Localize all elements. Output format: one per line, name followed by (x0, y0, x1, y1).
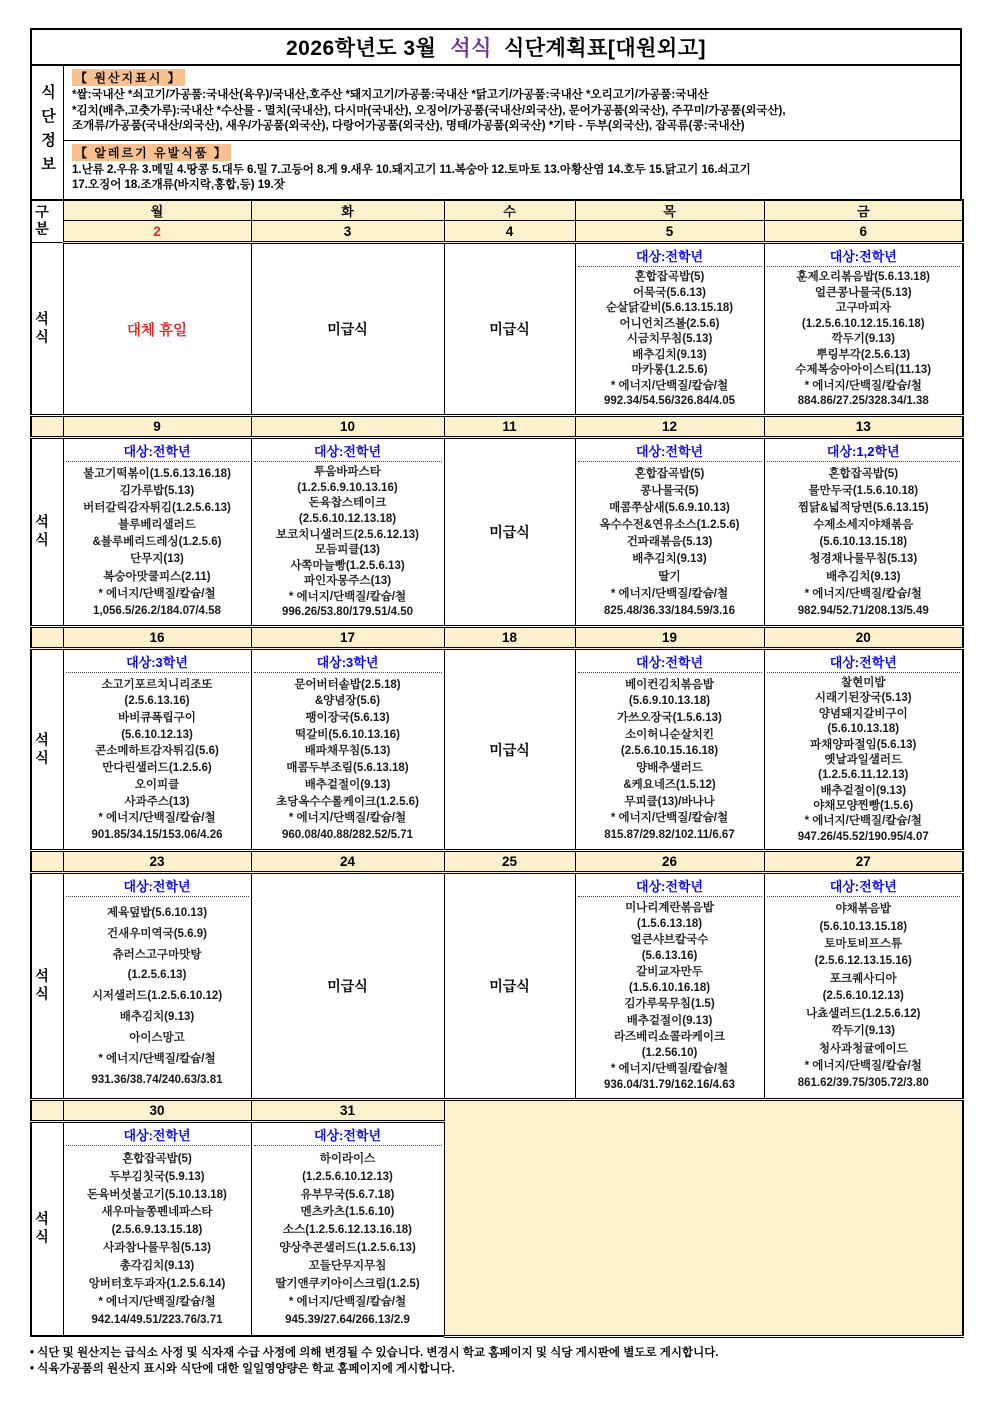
date-cell: 24 (251, 851, 444, 873)
date-row-spacer (31, 1100, 63, 1122)
menu-line: (1.2.5.6.9.10.13.16) (297, 481, 398, 494)
menu-line: 찰현미밥 (841, 677, 886, 690)
menu-line: * 에너지/단백질/칼슘/철 (804, 587, 922, 600)
menu-line: 보코치니샐러드(2.5.6.12.13) (276, 528, 419, 541)
menu-line: * 에너지/단백질/칼슘/철 (288, 812, 407, 825)
menu-line: 901.85/34.15/153.06/4.26 (91, 829, 223, 842)
menu-line: 947.26/45.52/190.95/4.07 (797, 830, 929, 843)
date-cell: 23 (63, 851, 251, 873)
menu-line: 야채볶음밥 (835, 903, 892, 916)
menu-line: 불고기떡볶이(1.5.6.13.16.18) (83, 467, 231, 480)
origin-line: 조개류/가공품(국내산/외국산), 새우/가공품(외국산), 다랑어가공품(외국산), 명태/가공품(외국산) *기타 - 두부(외국산), 잡곡류(콩:국내산) (72, 120, 745, 132)
holiday-cell (63, 243, 251, 416)
menu-line: (2.5.6.12.13.15.16) (814, 955, 912, 968)
menu-lines (576, 267, 764, 414)
menu-line: (5.6.10.13.15.18) (819, 536, 908, 549)
menu-cell (575, 243, 764, 416)
date-cell: 27 (764, 851, 963, 873)
menu-line: 얼큰샤브칼국수 (630, 934, 709, 947)
target-grade-label: 대상:1,2학년 (767, 439, 961, 462)
menu-line: 옥수수전&연유소스(1.2.5.6) (599, 519, 740, 532)
menu-cell-content (252, 1123, 444, 1335)
title-meal-type: 석식 (450, 37, 492, 60)
menu-lines (64, 462, 251, 625)
menu-cell-content (765, 650, 963, 849)
menu-line: 꼬들단무지무침 (308, 1260, 387, 1273)
menu-cell-content (252, 439, 444, 625)
target-grade-label: 대상:전학년 (578, 650, 762, 673)
day-header: 화 (251, 200, 444, 221)
menu-line: &케요네즈(1.5.12) (623, 778, 716, 791)
date-cell: 25 (444, 851, 575, 873)
date-cell: 20 (764, 627, 963, 649)
menu-line: 시저샐러드(1.2.5.6.10.12) (91, 990, 223, 1003)
menu-cell (63, 649, 251, 851)
menu-line: 모듬피클(13) (315, 544, 380, 557)
menu-line: (2.5.6.9.13.15.18) (111, 1224, 203, 1237)
meal-type-label-text: 석식 (34, 514, 50, 550)
target-grade-label: 대상:전학년 (578, 244, 762, 267)
menu-line: 배추겉절이(9.13) (626, 1014, 713, 1027)
menu-cell-content (765, 874, 963, 1098)
menu-line: 하이라이스 (319, 1152, 376, 1165)
menu-line: (5.6.9.10.13.18) (628, 695, 711, 708)
menu-line: 유부무국(5.6.7.18) (300, 1188, 395, 1201)
menu-cell (251, 649, 444, 851)
menu-line: 혼합잡곡밥(5) (122, 1152, 192, 1165)
menu-line: 건파래볶음(5.13) (626, 536, 713, 549)
menu-line: 소고기포르치니리조또 (101, 678, 213, 691)
menu-line: 콩나물국(5) (640, 485, 699, 497)
day-header: 목 (575, 200, 764, 221)
target-grade-label: 대상:전학년 (66, 439, 249, 462)
menu-line: * 에너지/단백질/칼슘/철 (610, 587, 729, 600)
calendar-section (30, 199, 962, 1338)
menu-cell-content (64, 874, 251, 1098)
date-cell: 4 (444, 221, 575, 243)
menu-line: 옛날과일샐러드 (824, 753, 903, 766)
menu-line: 배추김치(9.13) (826, 570, 901, 583)
date-cell: 2 (63, 221, 251, 243)
no-meal-cell (444, 873, 575, 1100)
allergy-line: 1.난류 2.우유 3.메밀 4.땅콩 5.대두 6.밀 7.고등어 8.게 9.새우 10.돼지고기 11.복숭아 12.토마토 13.아황산염 14.호두 15.닭고기 16.쇠고기 (72, 163, 751, 176)
menu-line: * 에너지/단백질/칼슘/철 (98, 1053, 216, 1066)
menu-line: 팽이장국(5.6.13) (305, 711, 390, 724)
menu-line: 945.39/27.64/266.13/2.9 (285, 1314, 410, 1326)
date-row-spacer (31, 627, 63, 649)
menu-cell (764, 873, 963, 1100)
menu-line: &양념장(5.6) (314, 695, 381, 708)
target-grade-label: 대상:전학년 (767, 244, 961, 267)
menu-line: 파채양파절임(5.6.13) (810, 738, 917, 751)
menu-info-section (30, 64, 962, 201)
menu-line: (1.5.6.13.18) (636, 917, 703, 930)
menu-line: 멘츠카츠(1.5.6.10) (300, 1206, 395, 1219)
menu-line: (1.2.5.6.13) (127, 969, 187, 982)
meal-type-label (31, 438, 63, 627)
menu-line: 복숭아맛쿨피스(2.11) (103, 570, 211, 583)
menu-cell-content (64, 439, 251, 625)
menu-line: (1.2.56.10) (641, 1046, 698, 1059)
day-header: 금 (764, 200, 963, 221)
date-cell: 3 (251, 221, 444, 243)
menu-cell (575, 649, 764, 851)
menu-line: * 에너지/단백질/칼슘/철 (804, 1060, 922, 1072)
page-title (30, 28, 962, 66)
menu-line: * 에너지/단백질/칼슘/철 (804, 379, 922, 392)
no-meal-text: 미급식 (327, 321, 368, 337)
menu-line: 배추김치(9.13) (119, 1011, 195, 1024)
menu-lines (765, 897, 963, 1098)
date-cell: 30 (63, 1100, 251, 1122)
menu-line: 베이컨김치볶음밥 (625, 678, 714, 691)
date-cell: 12 (575, 416, 764, 438)
menu-lines (576, 897, 764, 1098)
meal-type-label (31, 1122, 63, 1337)
menu-line: 김가루묵무침(1.5) (624, 998, 715, 1011)
menu-line: (1.5.6.10.16.18) (628, 982, 711, 995)
no-meal-text: 미급식 (327, 978, 368, 994)
menu-line: 콘소메하트감자튀김(5.6) (95, 745, 219, 758)
menu-cell (764, 438, 963, 627)
menu-line: 수제복숭아아이스티(11.13) (795, 364, 932, 377)
menu-cell-content (765, 439, 963, 625)
menu-cell (575, 873, 764, 1100)
menu-line: 815.87/29.82/102.11/6.67 (604, 829, 735, 842)
menu-line: 돈육버섯불고기(5.10.13.18) (87, 1188, 227, 1201)
target-grade-label: 대상:3학년 (254, 650, 442, 673)
menu-line: 떡갈비(5.6.10.13.16) (295, 728, 400, 741)
menu-cell (764, 243, 963, 416)
target-grade-label: 대상:전학년 (767, 650, 961, 673)
menu-line: 딸기앤쿠키아이스크림(1.2.5) (275, 1278, 420, 1291)
menu-line: 어니언치즈볼(2.5.6) (619, 317, 720, 330)
target-grade-label: 대상:전학년 (66, 1123, 249, 1146)
menu-cell (251, 438, 444, 627)
date-cell: 17 (251, 627, 444, 649)
menu-line: * 에너지/단백질/칼슘/철 (610, 379, 729, 392)
holiday-text: 대체 휴일 (126, 322, 188, 339)
meal-type-label (31, 243, 63, 416)
origin-header: 【 원산지표시 】 (72, 69, 185, 86)
menu-line: 사과참나물무침(5.13) (103, 1242, 211, 1255)
no-meal-cell (444, 438, 575, 627)
menu-line: 초당옥수수롤케이크(1.2.5.6) (276, 795, 419, 808)
corner-label (31, 200, 63, 243)
menu-line: 제육덮밥(5.6.10.13) (106, 906, 208, 919)
menu-line: 사쪽마늘빵(1.2.5.6.13) (290, 559, 405, 572)
date-cell: 5 (575, 221, 764, 243)
menu-line: 순살닭갈비(5.6.13.15.18) (605, 302, 734, 315)
menu-line: * 에너지/단백질/칼슘/철 (98, 812, 216, 825)
menu-line: * 에너지/단백질/칼슘/철 (610, 1062, 729, 1075)
menu-line: (1.2.5.6.10.12.15.16.18) (801, 317, 925, 330)
menu-line: 라즈베리쇼콜라케이크 (613, 1030, 726, 1043)
menu-cell-content (576, 244, 764, 414)
menu-line: 두부김칫국(5.9.13) (109, 1170, 205, 1183)
allergy-line: 17.오징어 18.조개류(바지락,홍합,등) 19.잣 (72, 179, 285, 191)
menu-line: 얼큰콩나물국(5.13) (814, 286, 912, 299)
menu-line: 가쓰오장국(1.5.6.13) (617, 711, 722, 724)
menu-line: 포크퀘사디아 (829, 972, 897, 985)
date-cell: 19 (575, 627, 764, 649)
menu-line: 936.04/31.79/162.16/4.63 (603, 1078, 736, 1091)
menu-line: * 에너지/단백질/칼슘/철 (610, 812, 729, 825)
menu-line: * 에너지/단백질/칼슘/철 (804, 815, 922, 828)
menu-line: 아이스망고 (129, 1032, 185, 1045)
menu-line: 야채모양찐빵(1.5.6) (813, 799, 914, 812)
origin-line: *쌀:국내산 *쇠고기/가공품:국내산(육우)/국내산,호주산 *돼지고기/가공품:국내산 *닭고기/가공품:국내산 *오리고기/가공품:국내산 (72, 89, 709, 101)
menu-line: 배추김치(9.13) (632, 553, 707, 566)
date-row-spacer (31, 416, 63, 438)
menu-line: 깍두기(9.13) (831, 1025, 895, 1038)
menu-line: (5.6.10.12.13) (121, 728, 193, 741)
menu-line: 혼합잡곡밥(5) (634, 271, 705, 284)
menu-line: (2.5.6.10.12.13) (822, 990, 904, 1003)
target-grade-label: 대상:전학년 (254, 439, 442, 462)
menu-line: 단무지(13) (130, 553, 184, 566)
menu-line: 돈육찹스테이크 (308, 497, 387, 510)
menu-line: 새우마늘쫑펜네파스타 (101, 1206, 213, 1219)
menu-line: * 에너지/단백질/칼슘/철 (98, 1296, 216, 1309)
menu-lines (64, 897, 251, 1098)
menu-cell-content (765, 244, 963, 414)
menu-lines (64, 1146, 251, 1335)
menu-cell-content (576, 439, 764, 625)
day-header: 수 (444, 200, 575, 221)
day-header: 월 (63, 200, 251, 221)
menu-line: 혼합잡곡밥(5) (828, 467, 899, 480)
allergy-header: 【 알레르기 유발식품 】 (72, 144, 231, 161)
footnote-line: • 식단 및 원산지는 급식소 사정 및 식자재 수급 사정에 의해 변경될 수 있습니다. 변경시 학교 홈페이지 및 식당 게시판에 별도로 게시합니다. (30, 1346, 719, 1359)
menu-line: 861.62/39.75/305.72/3.80 (797, 1077, 929, 1090)
date-cell: 11 (444, 416, 575, 438)
menu-line: * 에너지/단백질/칼슘/철 (288, 1296, 407, 1309)
menu-line: 996.26/53.80/179.51/4.50 (281, 606, 414, 619)
menu-lines (765, 673, 963, 849)
date-cell: 18 (444, 627, 575, 649)
menu-cell (575, 438, 764, 627)
menu-line: 건새우미역국(5.6.9) (107, 927, 207, 940)
menu-line: 992.34/54.56/326.84/4.05 (603, 395, 736, 408)
meal-type-label-text: 석식 (34, 310, 50, 347)
menu-line: 942.14/49.51/223.76/3.71 (91, 1314, 223, 1326)
menu-line: 총각김치(9.13) (119, 1260, 195, 1273)
menu-line: 뿌링부각(2.5.6.13) (816, 348, 911, 361)
menu-cell (251, 1122, 444, 1337)
menu-line: 나쵸샐러드(1.2.5.6.12) (806, 1007, 921, 1020)
menu-line: 배추김치(9.13) (632, 348, 707, 361)
menu-line: 오이피클 (134, 778, 180, 791)
no-meal-text: 미급식 (489, 978, 530, 994)
menu-line: 딸기 (658, 570, 681, 583)
target-grade-label: 대상:전학년 (66, 874, 249, 897)
date-cell: 6 (764, 221, 963, 243)
menu-line: 어묵국(5.6.13) (633, 286, 706, 299)
menu-line: 소스(1.2.5.6.12.13.16.18) (283, 1224, 412, 1237)
menu-line: 마카롱(1.2.5.6) (631, 364, 708, 377)
menu-line: 배파채무침(5.13) (304, 745, 391, 758)
menu-line: 물만두국(1.5.6.10.18) (808, 485, 919, 497)
target-grade-label: 대상:전학년 (578, 439, 762, 462)
menu-line: 고구마피자 (835, 302, 892, 315)
menu-line: (2.5.6.10.12.13.18) (298, 513, 397, 526)
no-meal-cell (444, 649, 575, 851)
date-cell: 13 (764, 416, 963, 438)
menu-line: 바비큐폭립구이 (118, 711, 196, 724)
date-cell: 10 (251, 416, 444, 438)
menu-lines (576, 673, 764, 849)
menu-line: 투움바파스타 (314, 466, 381, 479)
menu-line: 수제소세지야채볶음 (813, 519, 914, 532)
allergy-block (64, 141, 960, 199)
target-grade-label: 대상:전학년 (254, 1123, 442, 1146)
meal-type-label-text: 석식 (34, 1211, 50, 1247)
menu-line: 토마토비프스튜 (824, 938, 903, 951)
menu-line: 884.86/27.25/328.34/1.38 (797, 395, 929, 408)
menu-cell-content (64, 1123, 251, 1335)
menu-line: 문어버터솥밥(2.5.18) (294, 678, 401, 691)
menu-line: 소이허니순살치킨 (625, 728, 714, 741)
menu-line: (5.6.10.13.15.18) (819, 920, 908, 933)
menu-line: 블루베리샐러드 (118, 519, 196, 532)
meal-type-label-text: 석식 (34, 968, 50, 1004)
title-suffix: 식단계획표[대원외고] (503, 37, 706, 60)
menu-line: 982.94/52.71/208.13/5.49 (797, 604, 929, 617)
date-cell: 31 (251, 1100, 444, 1122)
menu-lines (252, 462, 444, 625)
no-meal-cell (251, 873, 444, 1100)
menu-line: 깍두기(9.13) (831, 333, 895, 346)
menu-lines (765, 462, 963, 625)
menu-line: (5.6.10.13.18) (827, 723, 900, 736)
menu-line: 무피클(13)/바나나 (624, 795, 715, 808)
meal-type-label-text: 석식 (34, 731, 50, 768)
menu-line: 배추겉절이(9.13) (304, 778, 391, 791)
date-row-spacer (31, 851, 63, 873)
corner-label-text: 구분 (34, 204, 50, 239)
info-side-label (32, 66, 64, 199)
menu-line: 청사과청귤에이드 (818, 1042, 908, 1055)
menu-line: 양념돼지갈비구이 (818, 707, 908, 720)
no-meal-text: 미급식 (489, 741, 530, 758)
target-grade-label: 대상:3학년 (66, 650, 249, 673)
date-cell: 16 (63, 627, 251, 649)
menu-line: 츄러스고구마맛탕 (112, 948, 202, 961)
menu-line: (1.2.5.6.10.12.13) (302, 1170, 393, 1183)
menu-cell-content (576, 650, 764, 849)
empty-cell (444, 1100, 963, 1337)
menu-line: * 에너지/단백질/칼슘/철 (98, 587, 216, 600)
meal-calendar (30, 199, 964, 1338)
menu-line: 훈제오리볶음밥(5.6.13.18) (796, 271, 930, 284)
menu-line: 만다린샐러드(1.2.5.6) (102, 762, 212, 775)
menu-cell (63, 873, 251, 1100)
menu-line: 1,056.5/26.2/184.07/4.58 (93, 604, 221, 617)
menu-cell (63, 438, 251, 627)
no-meal-cell (444, 243, 575, 416)
menu-line: 매콤쭈삼새(5.6.9.10.13) (609, 502, 730, 515)
target-grade-label: 대상:전학년 (578, 874, 762, 897)
menu-line: 배추겉절이(9.13) (820, 784, 907, 797)
menu-line: 청경채나물무침(5.13) (809, 553, 918, 566)
menu-lines (64, 673, 251, 849)
meal-type-label (31, 649, 63, 851)
info-side-label-text: 식단정보 (39, 84, 56, 181)
menu-line: 시금치무침(5.13) (626, 333, 713, 346)
menu-lines (576, 462, 764, 625)
menu-line: (5.6.13.16) (641, 950, 698, 963)
menu-line: 시래기된장국(5.13) (814, 692, 912, 705)
menu-line: 미나리계란볶음밥 (625, 901, 714, 914)
target-grade-label: 대상:전학년 (767, 874, 961, 897)
meal-type-label (31, 873, 63, 1100)
menu-line: 파인자몽주스(13) (303, 575, 392, 588)
menu-line: 825.48/36.33/184.59/3.16 (603, 604, 736, 617)
no-meal-text: 미급식 (489, 321, 530, 337)
menu-line: 찜닭&넓적당면(5.6.13.15) (797, 502, 929, 515)
menu-line: 버터갈릭감자튀김(1.2.5.6.13) (83, 502, 231, 515)
info-content (64, 66, 960, 199)
menu-lines (252, 1146, 444, 1335)
footnote-line: • 식육가공품의 원산지 표시와 식단에 대한 일일영양량은 학교 홈페이지에 게시합니다. (30, 1362, 455, 1375)
menu-lines (252, 673, 444, 849)
origin-line: *김치(배추,고춧가루):국내산 *수산물 - 멸치(국내산), 다시마(국내산), 오징어/가공품(국내산/외국산), 문어가공품(외국산), 주꾸미/가공품(외국산), (72, 104, 786, 117)
menu-cell (764, 649, 963, 851)
menu-line: 매콤두부조림(5.6.13.18) (286, 762, 409, 775)
menu-line: 사과주스(13) (124, 795, 190, 808)
menu-line: 갈비교자만두 (636, 966, 703, 979)
menu-line: (2.5.6.13.16) (124, 695, 190, 708)
menu-line: (1.2.5.6.11.12.13) (818, 769, 909, 782)
menu-line: 양배추샐러드 (636, 762, 703, 775)
origin-block (64, 66, 960, 141)
menu-cell-content (64, 650, 251, 849)
menu-line: * 에너지/단백질/칼슘/철 (288, 590, 407, 603)
no-meal-text: 미급식 (489, 524, 530, 540)
menu-line: 앙버터호두과자(1.2.5.6.14) (88, 1278, 226, 1291)
menu-line: 960.08/40.88/282.52/5.71 (281, 829, 414, 842)
menu-line: 김가루밥(5.13) (119, 485, 195, 497)
menu-line: (2.5.6.10.15.16.18) (620, 745, 719, 758)
menu-line: 931.36/38.74/240.63/3.81 (91, 1074, 223, 1087)
menu-cell (63, 1122, 251, 1337)
menu-line: 양상추콘샐러드(1.2.5.6.13) (279, 1242, 416, 1255)
no-meal-cell (251, 243, 444, 416)
menu-lines (765, 267, 963, 414)
footnotes (30, 1345, 962, 1377)
date-cell: 26 (575, 851, 764, 873)
title-prefix: 2026학년도 3월 (285, 37, 437, 60)
menu-cell-content (576, 874, 764, 1098)
menu-line: 혼합잡곡밥(5) (634, 467, 705, 480)
menu-line: &블루베리드레싱(1.2.5.6) (92, 536, 222, 549)
menu-cell-content (252, 650, 444, 849)
date-cell: 9 (63, 416, 251, 438)
